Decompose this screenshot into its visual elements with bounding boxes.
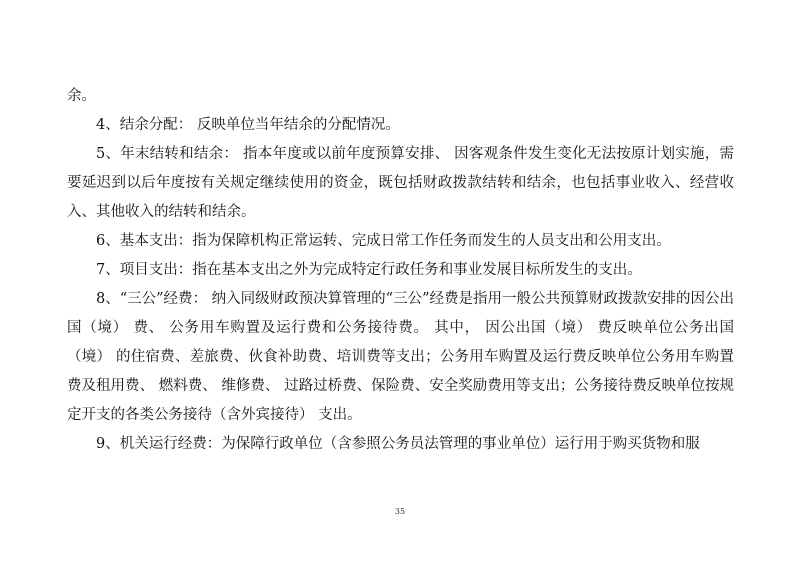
paragraph-continuation: 余。 — [67, 88, 96, 104]
paragraph-9-agency-operating-expenses: 9、机关运行经费：为保障行政单位（含参照公务员法管理的事业单位）运行用于购买货物和服 — [96, 436, 700, 452]
paragraph-4-surplus-distribution: 4、结余分配： 反映单位当年结余的分配情况。 — [96, 117, 400, 133]
paragraph-5-carryover-and-surplus: 5、年末结转和结余： 指本年度或以前年度预算安排、 因客观条件发生变化无法按原计划实施，需要延迟到以后年度按有关规定继续使用的资金，既包括财政拨款结转和结余，也包括事业收入、经营收入、其他收入的结转和结余。 — [67, 146, 734, 220]
body-text — [67, 82, 734, 459]
paragraph-8-three-public-expenses: 8、“三公”经费： 纳入同级财政预决算管理的“三公”经费是指用一般公共预算财政拨款安排的因公出国（境） 费、 公务用车购置及运行费和公务接待费。 其中， 因公出国（境） 费反映单位公务出国（境） 的住宿费、差旅费、伙食补助费、培训费等支出；公务用车购置及运行费反映单位公务用车购置费及租用费、 燃料费、 维修费、 过路过桥费、保险费、安全奖励费用等支出；公务接待费反映单位按规定开支的各类公务接待（含外宾接待） 支出。 — [67, 291, 734, 423]
paragraph-7-project-expenditure: 7、项目支出：指在基本支出之外为完成特定行政任务和事业发展目标所发生的支出。 — [96, 262, 642, 278]
page-number: 35 — [394, 507, 406, 516]
paragraph-6-basic-expenditure: 6、基本支出：指为保障机构正常运转、完成日常工作任务而发生的人员支出和公用支出。 — [96, 233, 671, 249]
